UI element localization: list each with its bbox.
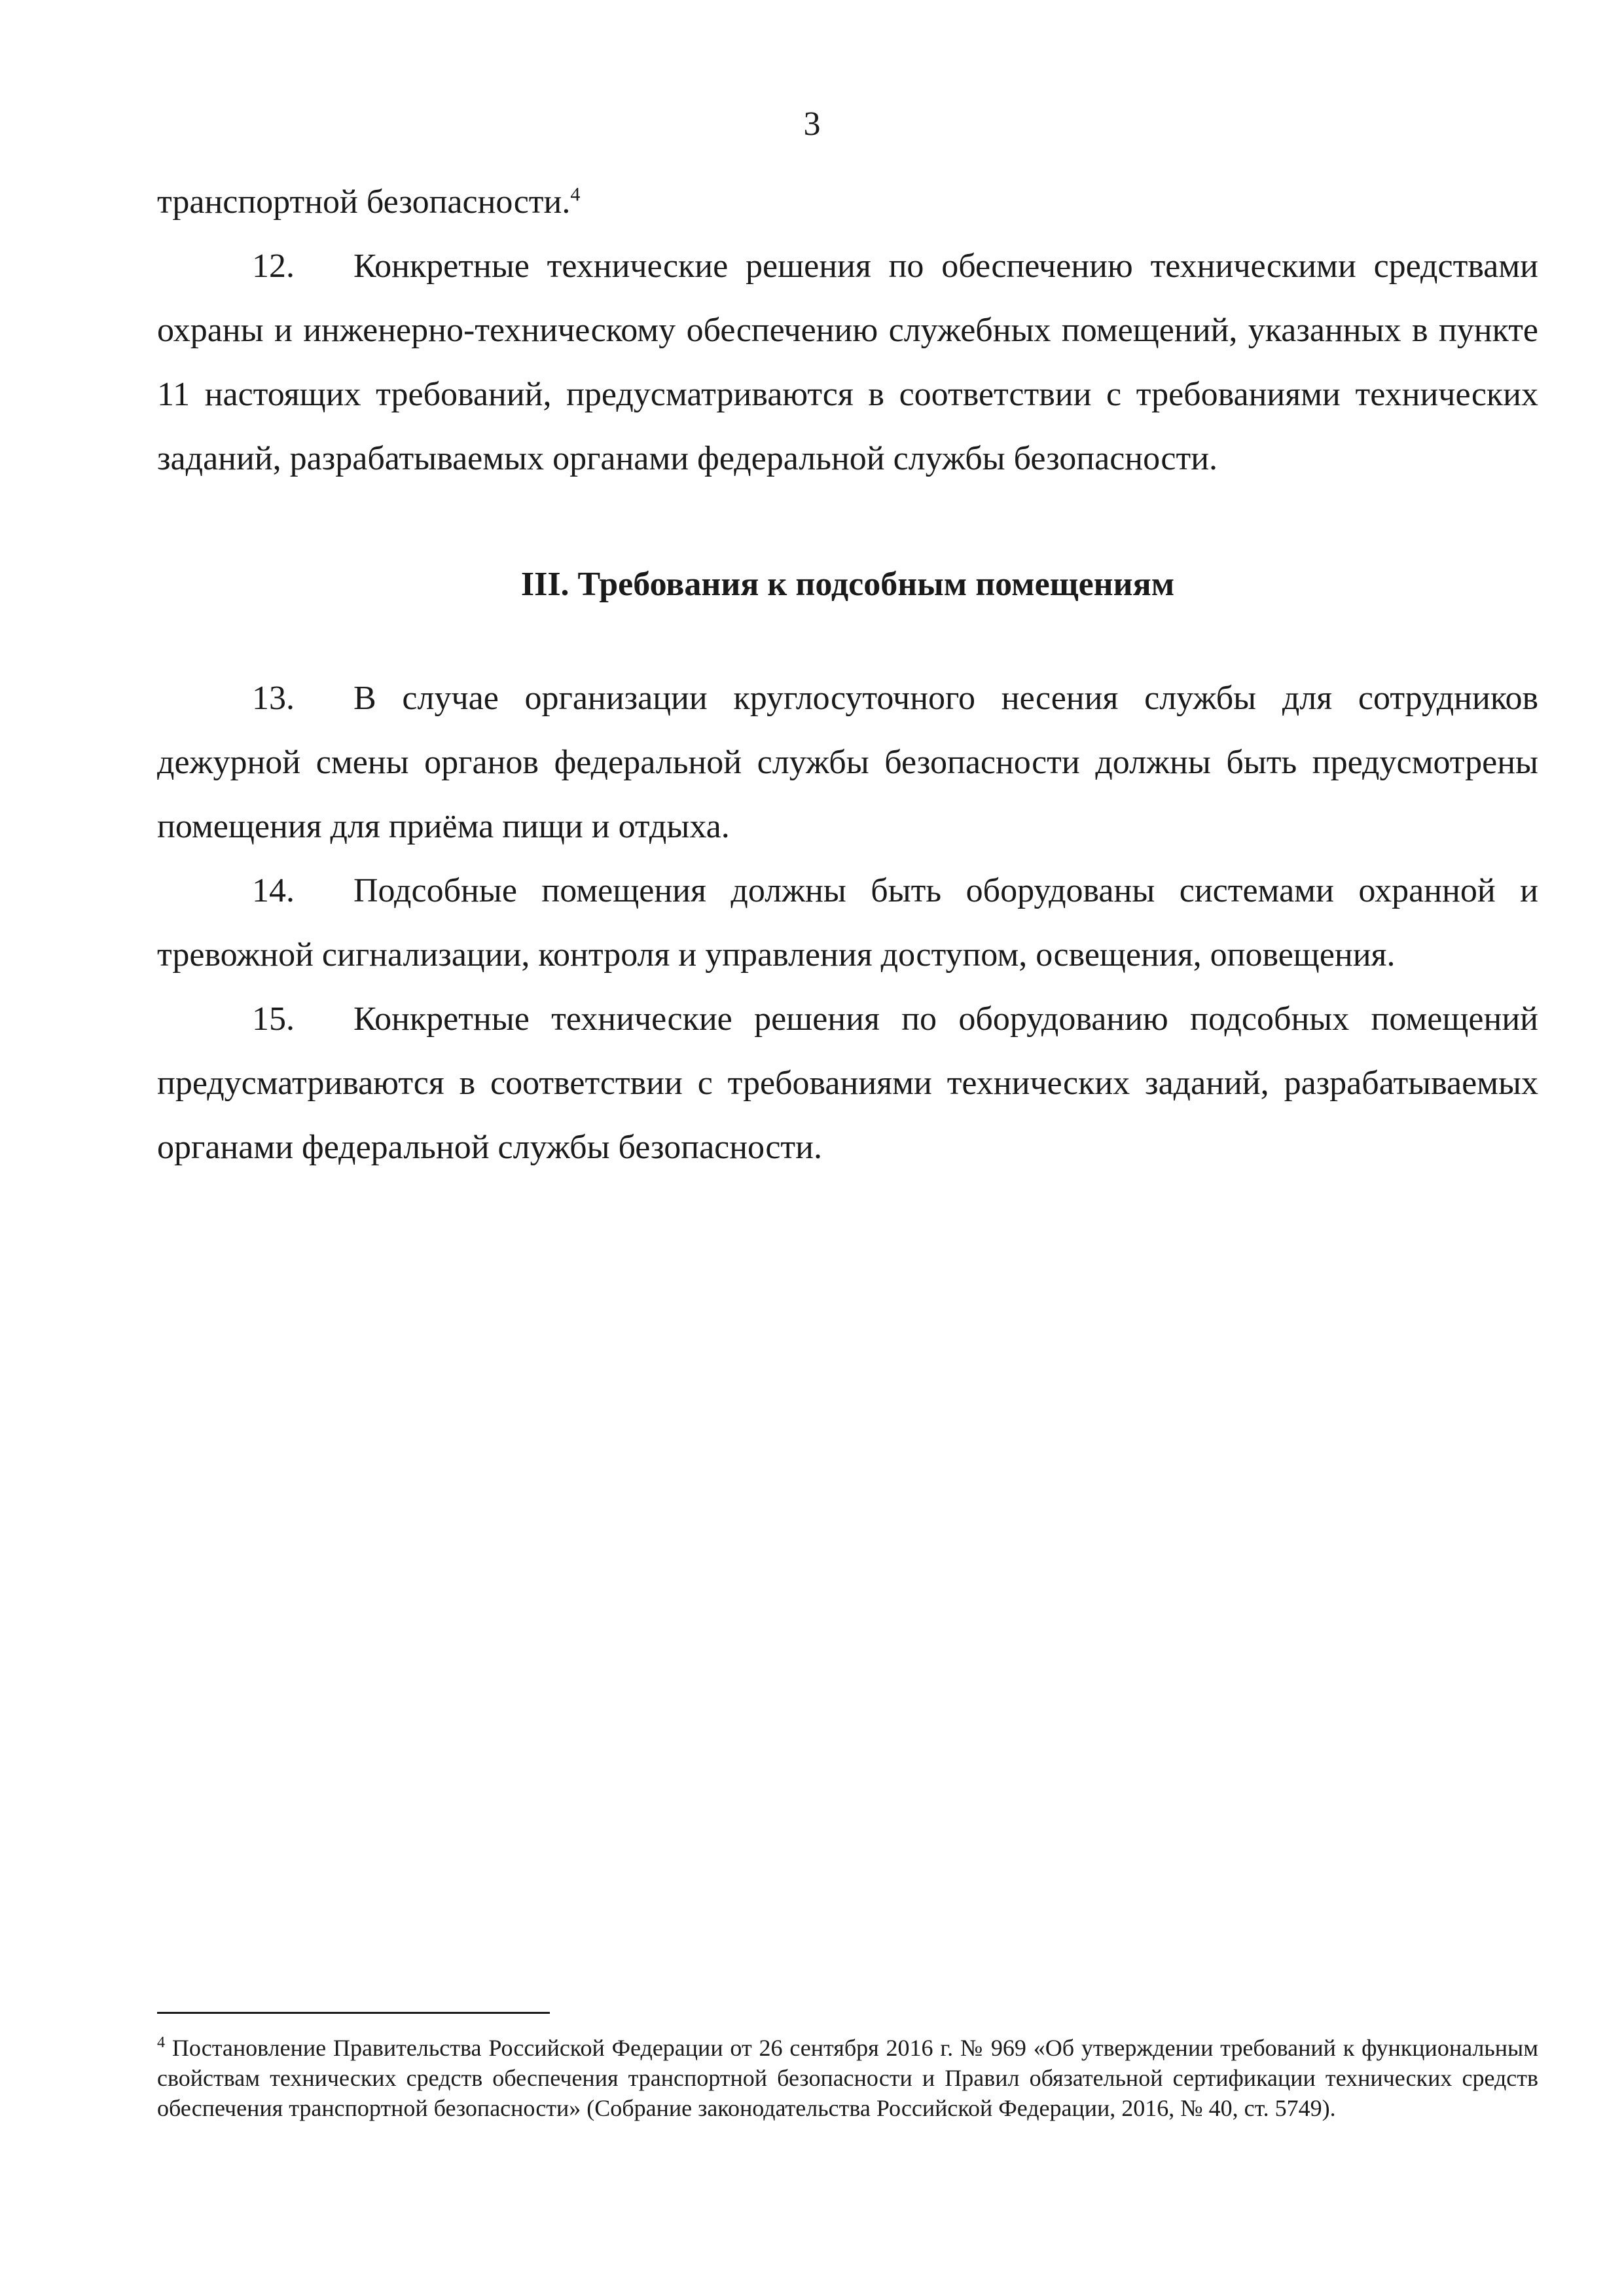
paragraph-number: 14. — [252, 872, 295, 909]
paragraph-12 — [157, 234, 1538, 491]
paragraph-text: Подсобные помещения должны быть оборудованы системами охранной и тревожной сигнализации, контроля и управления доступом, освещения, оповещения. — [157, 872, 1538, 974]
footnote-marker: 4 — [157, 2034, 165, 2051]
carryover-text: транспортной безопасности. — [157, 183, 571, 221]
footnote-text: Постановление Правительства Российской Федерации от 26 сентября 2016 г. № 969 «Об утверждении требований к функциональным свойствам технических средств обеспечения транспортной безопасности и Правил обязательной сертификации технических средств обеспечения транспортной безопасности» (Собрание законодательства Российской Федерации, 2016, № 40, ст. 5749). — [157, 2035, 1539, 2121]
paragraph-15 — [157, 987, 1538, 1180]
carryover-paragraph — [157, 170, 1538, 234]
paragraph-text: Конкретные технические решения по оборудованию подсобных помещений предусматриваются в соответствии с требованиями технических заданий, разрабатываемых органами федеральной службы безопасности. — [157, 1000, 1538, 1166]
footnote-separator — [157, 2012, 550, 2014]
page-number: 3 — [803, 105, 821, 143]
paragraph-13 — [157, 666, 1538, 859]
section-heading: III. Требования к подсобным помещениям — [520, 566, 1175, 603]
footnote — [157, 2033, 1538, 2123]
paragraph-number: 13. — [252, 680, 295, 717]
footnote-reference: 4 — [570, 183, 581, 206]
document-body — [157, 170, 1538, 1180]
paragraph-number: 15. — [252, 1000, 295, 1038]
paragraph-14 — [157, 859, 1538, 987]
paragraph-text: В случае организации круглосуточного несения службы для сотрудников дежурной смены органов федеральной службы безопасности должны быть предусмотрены помещения для приёма пищи и отдыха. — [157, 680, 1538, 845]
paragraph-number: 12. — [252, 247, 295, 285]
paragraph-text: Конкретные технические решения по обеспечению техническими средствами охраны и инженерно-техническому обеспечению служебных помещений, указанных в пункте 11 настоящих требований, предусматриваются в соответствии с требованиями технических заданий, разрабатываемых органами федеральной службы безопасности. — [157, 247, 1538, 477]
